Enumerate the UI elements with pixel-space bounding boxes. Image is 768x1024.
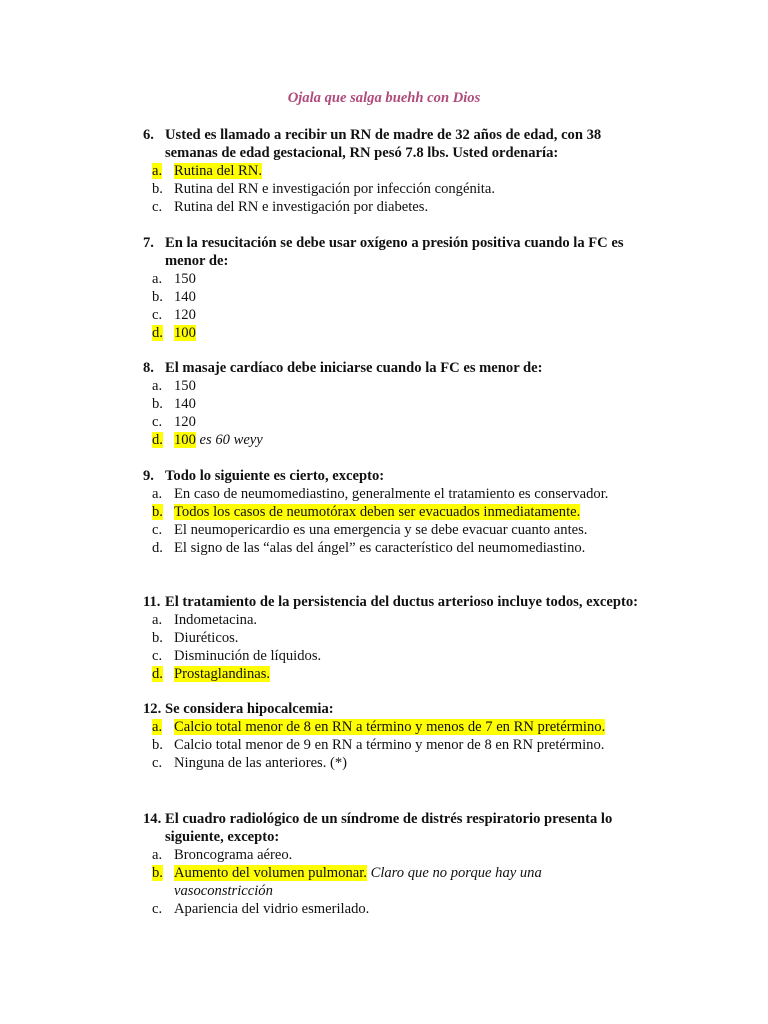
highlighted-answer: Aumento del volumen pulmonar. [174, 865, 367, 881]
question-block [143, 467, 643, 557]
answer-option [143, 864, 643, 900]
option-text: Disminución de líquidos. [174, 648, 322, 664]
question-block [143, 234, 643, 342]
option-letter: a. [152, 163, 163, 179]
option-letter: c. [152, 307, 163, 323]
option-text: El signo de las “alas del ángel” es característico del neumomediastino. [174, 540, 586, 556]
option-letter: b. [152, 865, 163, 881]
option-letter: c. [152, 199, 163, 215]
highlighted-answer: Calcio total menor de 8 en RN a término y menos de 7 en RN pretérmino. [174, 719, 606, 735]
question-number: 6. [143, 127, 154, 143]
question-number: 14. [143, 811, 162, 827]
option-text: Broncograma aéreo. [174, 847, 293, 863]
option-letter: b. [152, 289, 163, 305]
option-text: 140 [174, 396, 196, 412]
option-letter: c. [152, 755, 163, 771]
answer-option [143, 539, 643, 557]
highlighted-answer: Rutina del RN. [174, 163, 262, 179]
option-text: 120 [174, 414, 196, 430]
question-block [143, 593, 643, 683]
answer-option [143, 306, 643, 324]
question-number: 12. [143, 701, 162, 717]
answer-option [143, 665, 643, 683]
question-block [143, 700, 643, 772]
option-letter: b. [152, 396, 163, 412]
answer-option [143, 395, 643, 413]
question-text: El masaje cardíaco debe iniciarse cuando la FC es menor de: [165, 360, 543, 376]
question-number: 8. [143, 360, 154, 376]
option-letter: a. [152, 847, 163, 863]
question-block [143, 359, 643, 449]
answer-option [143, 754, 643, 772]
option-letter: b. [152, 181, 163, 197]
answer-option [143, 198, 643, 216]
question-text: Se considera hipocalcemia: [165, 701, 334, 717]
option-letter: b. [152, 504, 163, 520]
option-letter: a. [152, 719, 163, 735]
question-heading [143, 467, 643, 485]
option-letter: d. [152, 540, 163, 556]
answer-option [143, 431, 643, 449]
answer-option [143, 611, 643, 629]
question-heading [143, 234, 643, 270]
option-text: Indometacina. [174, 612, 258, 628]
highlighted-answer: Todos los casos de neumotórax deben ser evacuados inmediatamente. [174, 504, 581, 520]
question-heading [143, 810, 643, 846]
answer-option [143, 736, 643, 754]
question-text: Todo lo siguiente es cierto, excepto: [165, 468, 385, 484]
option-letter: b. [152, 737, 163, 753]
answer-option [143, 162, 643, 180]
answer-option [143, 377, 643, 395]
option-letter: c. [152, 414, 163, 430]
answer-option [143, 288, 643, 306]
option-letter: c. [152, 648, 163, 664]
question-heading [143, 359, 643, 377]
answer-option [143, 629, 643, 647]
option-text: Diuréticos. [174, 630, 239, 646]
option-letter: d. [152, 325, 163, 341]
handwritten-note: Claro que no porque hay una vasoconstricción [174, 865, 542, 899]
option-letter: c. [152, 522, 163, 538]
option-letter: a. [152, 271, 163, 287]
option-text: Rutina del RN e investigación por infección congénita. [174, 181, 495, 197]
option-letter: a. [152, 378, 163, 394]
answer-option [143, 846, 643, 864]
question-block [143, 126, 643, 216]
option-letter: b. [152, 630, 163, 646]
highlighted-answer: Prostaglandinas. [174, 666, 271, 682]
option-letter: a. [152, 486, 163, 502]
option-letter: d. [152, 432, 163, 448]
option-text: 150 [174, 271, 196, 287]
answer-option [143, 647, 643, 665]
option-text: 120 [174, 307, 196, 323]
question-number: 7. [143, 235, 154, 251]
option-text: El neumopericardio es una emergencia y se debe evacuar cuanto antes. [174, 522, 588, 538]
question-heading [143, 593, 643, 611]
answer-option [143, 718, 643, 736]
option-letter: c. [152, 901, 163, 917]
answer-option [143, 485, 643, 503]
highlighted-answer: 100 [174, 432, 196, 448]
option-text: 140 [174, 289, 196, 305]
question-text: El tratamiento de la persistencia del ductus arterioso incluye todos, excepto: [165, 594, 639, 610]
question-text: El cuadro radiológico de un síndrome de distrés respiratorio presenta lo siguiente, excepto: [165, 811, 613, 845]
question-number: 9. [143, 468, 154, 484]
question-number: 11. [143, 594, 161, 610]
option-letter: a. [152, 612, 163, 628]
question-text: En la resucitación se debe usar oxígeno a presión positiva cuando la FC es menor de: [165, 235, 624, 269]
answer-option [143, 324, 643, 342]
answer-option [143, 413, 643, 431]
answer-option [143, 270, 643, 288]
question-heading [143, 126, 643, 162]
page-header: Ojala que salga buehh con Dios [287, 90, 481, 106]
question-text: Usted es llamado a recibir un RN de madre de 32 años de edad, con 38 semanas de edad gestacional, RN pesó 7.8 lbs. Usted ordenaría: [165, 127, 602, 161]
answer-option [143, 521, 643, 539]
question-heading [143, 700, 643, 718]
question-block [143, 810, 643, 918]
answer-option [143, 503, 643, 521]
highlighted-answer: 100 [174, 325, 196, 341]
answer-option [143, 180, 643, 198]
option-text: Apariencia del vidrio esmerilado. [174, 901, 370, 917]
handwritten-note: es 60 weyy [195, 432, 263, 448]
option-text: Ninguna de las anteriores. (*) [174, 755, 348, 771]
option-text: Calcio total menor de 9 en RN a término y menor de 8 en RN pretérmino. [174, 737, 605, 753]
option-text: En caso de neumomediastino, generalmente el tratamiento es conservador. [174, 486, 609, 502]
answer-option [143, 900, 643, 918]
option-letter: d. [152, 666, 163, 682]
option-text: Rutina del RN e investigación por diabetes. [174, 199, 429, 215]
option-text: 150 [174, 378, 196, 394]
